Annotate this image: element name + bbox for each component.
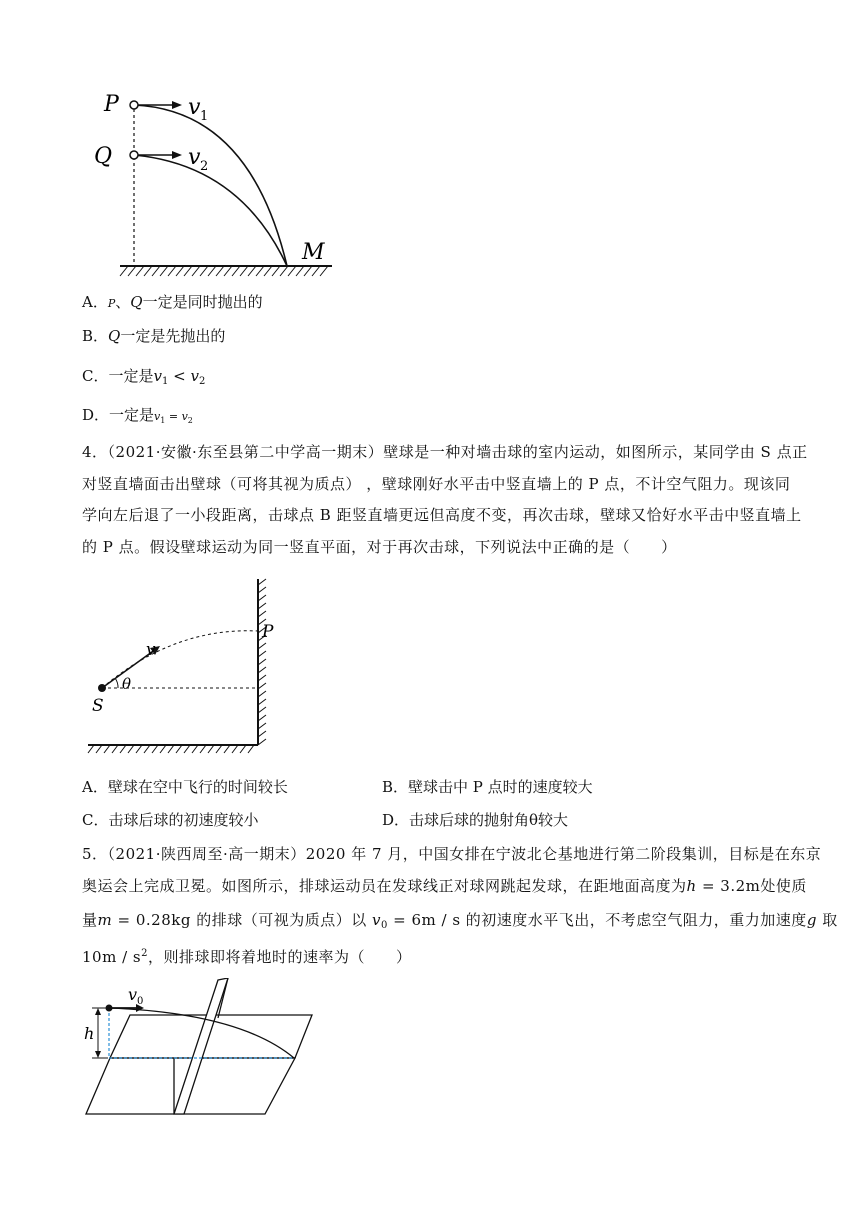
label-p: P: [104, 92, 119, 117]
q4-line-3: 学向左后退了一小段距离，击球点 B 距竖直墙更远但高度不变，再次击球，壁球又恰好水平击中竖直墙上: [82, 506, 802, 524]
label-theta: θ: [122, 675, 132, 693]
label-v0-sub: 0: [137, 996, 144, 1007]
q3-option-a[interactable]: A．P、Q一定是同时抛出的: [82, 293, 263, 311]
squash-figure: [84, 575, 274, 755]
label-v1: v: [188, 95, 201, 120]
q4-line-4: 的 P 点。假设壁球运动为同一竖直平面，对于再次击球，下列说法中正确的是（ ）: [82, 538, 677, 556]
q4-option-a[interactable]: A．壁球在空中飞行的时间较长: [82, 778, 288, 796]
label-p-wall: P: [262, 622, 274, 642]
q4-option-d[interactable]: D．击球后球的抛射角θ较大: [382, 811, 569, 829]
label-h: h: [84, 1024, 95, 1043]
q5-line-2: 奥运会上完成卫冕。如图所示，排球运动员在发球线正对球网跳起发球，在距地面高度为h = 3.2m处使质: [82, 877, 807, 895]
q3-option-d[interactable]: D．一定是$v_1 = v_2$: [82, 406, 193, 425]
q3-option-c[interactable]: C．一定是$v_1 < v_2$: [82, 367, 206, 387]
q4-line-2: 对竖直墙面击出壁球（可将其视为质点） ，壁球刚好水平击中竖直墙上的 P 点，不计空气阻力。现该同: [82, 475, 791, 493]
label-v2: v: [188, 145, 201, 170]
label-v0: v: [128, 985, 138, 1004]
q4-option-b[interactable]: B．壁球击中 P 点时的速度较大: [382, 778, 593, 796]
projectile-figure-pq: [90, 85, 350, 280]
q3-option-b[interactable]: B．Q一定是先抛出的: [82, 327, 226, 345]
label-q: Q: [94, 144, 113, 169]
label-v: v: [146, 640, 156, 660]
q4-option-c[interactable]: C．击球后球的初速度较小: [82, 811, 259, 829]
q5-line-4: $10m / s^2$，则排球即将着地时的速率为（ ）: [82, 948, 412, 966]
q5-line-3: 量m = 0.28kg 的排球（可视为质点）以 $v_0 = 6m / s$ 的初速度水平飞出，不考虑空气阻力，重力加速度g 取: [82, 911, 838, 931]
label-v2-sub: 2: [200, 159, 209, 174]
label-v1-sub: 1: [200, 109, 209, 124]
label-m: M: [302, 240, 325, 265]
q4-line-1: 4．（2021·安徽·东至县第二中学高一期末）壁球是一种对墙击球的室内运动，如图所示，某同学由 S 点正: [82, 443, 808, 461]
label-s: S: [92, 696, 104, 716]
volleyball-figure: [80, 978, 330, 1128]
q5-line-1: 5．（2021·陕西周至·高一期末）2020 年 7 月，中国女排在宁波北仑基地进行第二阶段集训，目标是在东京: [82, 845, 822, 863]
